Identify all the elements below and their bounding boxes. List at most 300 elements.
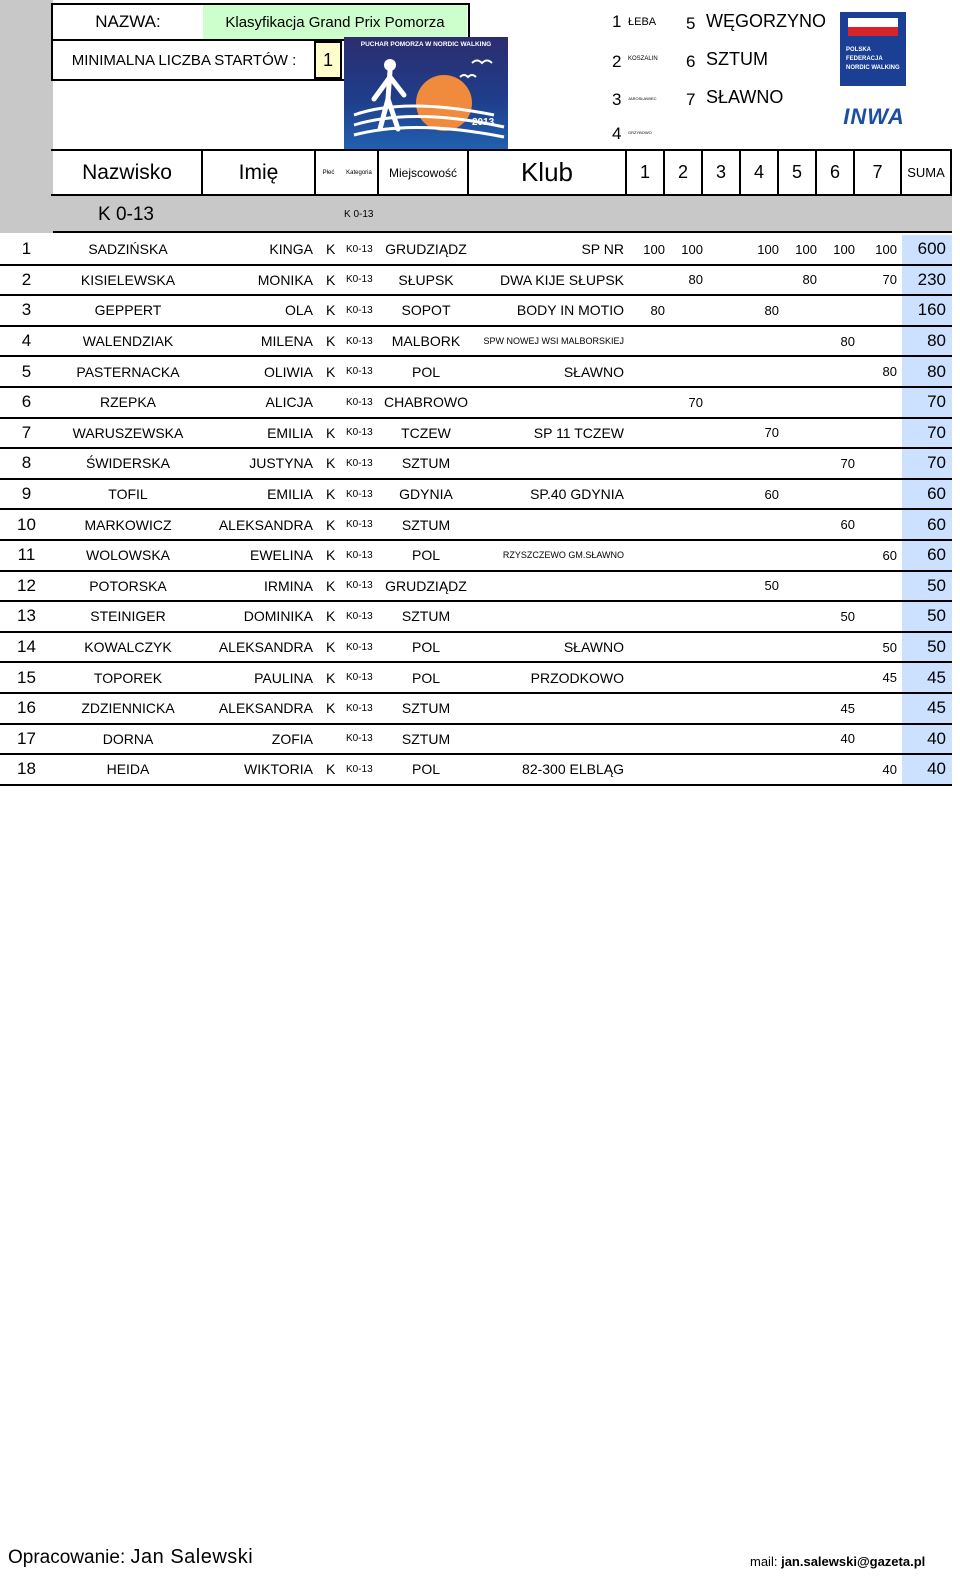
row-sex: K — [326, 577, 336, 594]
row-surname: KOWALCZYK — [84, 639, 172, 656]
row-position: 4 — [21, 331, 32, 351]
row-city: POL — [411, 669, 440, 686]
row-city: POL — [411, 363, 440, 380]
row-race-5-points: 100 — [795, 241, 817, 257]
col-header-race-7: 7 — [855, 151, 902, 194]
row-club — [474, 510, 624, 539]
table-row — [0, 572, 952, 603]
row-category: K0-13 — [346, 366, 373, 378]
row-race-5-points — [779, 663, 817, 692]
row-sum: 60 — [902, 541, 952, 570]
row-race-2-points — [665, 480, 703, 509]
row-sum: 50 — [902, 572, 952, 601]
row-race-1-points — [627, 480, 665, 509]
table-row — [0, 510, 952, 541]
row-race-3-points — [703, 357, 741, 386]
row-race-1-points — [627, 419, 665, 448]
row-race-5-points — [779, 388, 817, 417]
row-race-6-points: 40 — [840, 731, 855, 747]
row-position: 18 — [17, 759, 36, 779]
row-city: GDYNIA — [399, 486, 453, 503]
row-race-7-points: 80 — [882, 364, 897, 380]
row-position: 2 — [21, 269, 32, 289]
row-name: OLIWIA — [263, 363, 313, 380]
row-category: K0-13 — [346, 457, 373, 469]
row-name: EMILIA — [267, 424, 313, 441]
row-position: 12 — [17, 575, 36, 595]
row-race-4-points: 60 — [764, 486, 779, 502]
location-4-name: GRZYBOWO — [628, 130, 652, 135]
table-row — [0, 755, 952, 786]
row-position: 7 — [21, 422, 32, 442]
row-race-2-points — [665, 327, 703, 356]
row-race-1-points — [627, 572, 665, 601]
row-race-3-points — [703, 541, 741, 570]
row-race-5-points: 80 — [802, 272, 817, 288]
row-race-6-points — [817, 419, 855, 448]
row-name: MONIKA — [257, 271, 313, 288]
row-race-5-points — [779, 633, 817, 662]
row-race-7-points — [855, 725, 897, 754]
col-header-plec: Płeć — [322, 169, 335, 176]
row-city: SŁUPSK — [398, 271, 454, 288]
row-category: K0-13 — [346, 519, 373, 531]
row-club: RZYSZCZEWO GM.SŁAWNO — [502, 550, 624, 561]
row-race-3-points — [703, 572, 741, 601]
row-category: K0-13 — [346, 304, 373, 316]
row-city: GRUDZIĄDZ — [385, 241, 467, 258]
row-race-2-points — [665, 755, 703, 784]
row-category: K0-13 — [346, 610, 373, 622]
row-name: KINGA — [269, 241, 313, 258]
federation-logo-text: POLSKA FEDERACJA NORDIC WALKING — [846, 47, 900, 71]
row-surname: SADZIŃSKA — [88, 241, 168, 258]
row-club: 82-300 ELBLĄG — [522, 761, 624, 778]
row-sex: K — [326, 761, 336, 778]
row-sex: K — [326, 700, 336, 717]
row-race-7-points — [855, 296, 897, 325]
row-club: SŁAWNO — [563, 363, 624, 380]
row-race-7-points — [855, 419, 897, 448]
nazwa-label: NAZWA: — [95, 12, 161, 31]
row-category: K0-13 — [346, 274, 373, 286]
row-city: POL — [411, 547, 440, 564]
event-logo — [344, 37, 508, 149]
row-race-4-points: 50 — [764, 578, 779, 594]
row-surname: ZDZIENNICKA — [81, 700, 175, 717]
row-sum: 40 — [902, 725, 952, 754]
mail-value: jan.salewski@gazeta.pl — [781, 1554, 926, 1569]
row-surname: RZEPKA — [99, 394, 156, 411]
row-race-3-points — [703, 449, 741, 478]
row-club — [474, 388, 624, 417]
row-surname: MARKOWICZ — [84, 516, 172, 533]
row-city: SOPOT — [401, 302, 451, 319]
row-sum: 40 — [902, 755, 952, 784]
row-race-4-points — [741, 725, 779, 754]
row-city: TCZEW — [401, 424, 451, 441]
row-race-4-points — [741, 541, 779, 570]
row-race-6-points — [817, 663, 855, 692]
table-row — [0, 235, 952, 266]
row-position: 14 — [17, 637, 36, 657]
row-race-5-points — [779, 357, 817, 386]
row-sex: K — [326, 302, 336, 319]
table-row — [0, 357, 952, 388]
row-name: OLA — [284, 302, 313, 319]
row-race-6-points: 80 — [840, 333, 855, 349]
row-category: K0-13 — [346, 641, 373, 653]
col-header-imie: Imię — [203, 151, 316, 194]
row-race-2-points — [665, 419, 703, 448]
row-race-2-points — [665, 694, 703, 723]
row-race-7-points: 70 — [882, 272, 897, 288]
row-name: WIKTORIA — [244, 761, 313, 778]
location-2-num: 2 — [612, 52, 622, 71]
row-name: PAULINA — [254, 669, 313, 686]
row-race-7-points: 50 — [882, 639, 897, 655]
row-sex: K — [326, 547, 336, 564]
row-club: PRZODKOWO — [530, 669, 624, 686]
col-header-nazwisko: Nazwisko — [53, 151, 203, 194]
row-sum: 80 — [902, 327, 952, 356]
inwa-logo-text: INWA — [843, 104, 905, 129]
row-race-3-points — [703, 327, 741, 356]
row-race-3-points — [703, 296, 741, 325]
row-club — [474, 694, 624, 723]
row-race-1-points: 80 — [650, 302, 665, 318]
row-race-7-points — [855, 449, 897, 478]
row-name: ALICJA — [265, 394, 313, 411]
row-race-7-points — [855, 602, 897, 631]
row-race-1-points — [627, 633, 665, 662]
row-name: ZOFIA — [271, 730, 313, 747]
row-category: K0-13 — [346, 763, 373, 775]
row-category: K0-13 — [346, 672, 373, 684]
row-surname: WOLOWSKA — [85, 547, 170, 564]
row-race-5-points — [779, 419, 817, 448]
row-race-6-points — [817, 633, 855, 662]
row-surname: TOPOREK — [93, 669, 163, 686]
row-city: CHABROWO — [384, 394, 468, 411]
row-race-2-points: 70 — [688, 394, 703, 410]
row-sum: 60 — [902, 480, 952, 509]
col-header-miejscowosc: Miejscowość — [377, 151, 469, 194]
row-club — [474, 602, 624, 631]
row-surname: GEPPERT — [94, 302, 162, 319]
location-2-name: KOSZALIN — [628, 56, 658, 62]
col-header-klub: Klub — [469, 151, 627, 194]
row-category: K0-13 — [346, 549, 373, 561]
row-category: K0-13 — [346, 396, 373, 408]
row-city: POL — [411, 761, 440, 778]
row-position: 10 — [17, 514, 36, 534]
row-race-4-points: 80 — [764, 302, 779, 318]
row-city: SZTUM — [401, 730, 451, 747]
row-surname: PASTERNACKA — [76, 363, 180, 380]
row-race-7-points — [855, 327, 897, 356]
row-club: DWA KIJE SŁUPSK — [500, 271, 624, 288]
location-3-name: JAROSŁAWIEC — [628, 96, 657, 101]
table-row — [0, 327, 952, 358]
row-position: 9 — [21, 484, 32, 504]
location-4-num: 4 — [612, 124, 622, 143]
prepared-label: Opracowanie: — [8, 1547, 126, 1568]
col-header-race-6: 6 — [817, 151, 855, 194]
nazwa-value: Klasyfikacja Grand Prix Pomorza — [203, 5, 467, 39]
header-left-gray — [0, 151, 53, 233]
row-race-1-points — [627, 357, 665, 386]
row-city: SZTUM — [401, 700, 451, 717]
table-row — [0, 541, 952, 572]
row-race-7-points: 60 — [882, 547, 897, 563]
row-surname: ŚWIDERSKA — [85, 455, 170, 472]
walker-icon — [344, 37, 508, 149]
col-header-race-5: 5 — [779, 151, 817, 194]
footer-mail — [750, 1554, 925, 1569]
row-position: 13 — [17, 606, 36, 626]
location-7-name: SŁAWNO — [706, 87, 784, 107]
row-category: K0-13 — [346, 488, 373, 500]
row-sum: 70 — [902, 388, 952, 417]
table-row — [0, 633, 952, 664]
row-position: 5 — [21, 361, 32, 381]
row-position: 3 — [21, 300, 32, 320]
row-sex: K — [326, 424, 336, 441]
row-sex: K — [326, 363, 336, 380]
row-race-3-points — [703, 510, 741, 539]
row-sex: K — [326, 271, 336, 288]
row-club: SŁAWNO — [563, 639, 624, 656]
row-race-3-points — [703, 694, 741, 723]
row-race-4-points — [741, 663, 779, 692]
row-race-7-points — [855, 388, 897, 417]
location-5-name: WĘGORZYNO — [706, 11, 826, 31]
row-category: K0-13 — [346, 702, 373, 714]
row-race-6-points — [817, 266, 855, 295]
row-sum: 50 — [902, 633, 952, 662]
row-race-5-points — [779, 510, 817, 539]
row-category: K0-13 — [346, 427, 373, 439]
table-row — [0, 663, 952, 694]
row-name: ALEKSANDRA — [218, 639, 313, 656]
row-surname: WALENDZIAK — [82, 333, 174, 350]
row-name: ALEKSANDRA — [218, 700, 313, 717]
row-name: EWELINA — [249, 547, 313, 564]
row-name: DOMINIKA — [243, 608, 313, 625]
row-club: SP 11 TCZEW — [533, 424, 624, 441]
table-row — [0, 388, 952, 419]
event-logo-text: PUCHAR POMORZA W NORDIC WALKING — [360, 41, 492, 48]
footer-prepared — [8, 1546, 253, 1569]
row-race-3-points — [703, 633, 741, 662]
row-sex: K — [326, 486, 336, 503]
row-sex: K — [326, 333, 336, 350]
row-name: ALEKSANDRA — [218, 516, 313, 533]
row-race-4-points — [741, 633, 779, 662]
row-surname: HEIDA — [106, 761, 150, 778]
row-position: 6 — [21, 392, 32, 412]
row-race-3-points — [703, 663, 741, 692]
row-position: 17 — [17, 728, 36, 748]
row-race-5-points — [779, 725, 817, 754]
row-race-1-points — [627, 541, 665, 570]
row-surname: TOFIL — [108, 486, 148, 503]
location-3-num: 3 — [612, 90, 622, 109]
col-header-race-1: 1 — [627, 151, 665, 194]
row-race-4-points: 100 — [757, 241, 779, 257]
row-race-7-points — [855, 694, 897, 723]
row-sex: K — [326, 669, 336, 686]
row-club: BODY IN MOTIO — [516, 302, 624, 319]
row-race-6-points — [817, 755, 855, 784]
row-race-1-points — [627, 694, 665, 723]
row-club: SP NR — [581, 241, 624, 258]
row-race-2-points — [665, 541, 703, 570]
row-race-7-points — [855, 572, 897, 601]
prepared-name: Jan Salewski — [130, 1546, 254, 1568]
row-category: K0-13 — [346, 580, 373, 592]
row-race-3-points — [703, 419, 741, 448]
row-race-6-points: 60 — [840, 517, 855, 533]
row-race-6-points: 45 — [840, 700, 855, 716]
row-city: SZTUM — [401, 516, 451, 533]
row-race-5-points — [779, 694, 817, 723]
row-race-4-points — [741, 327, 779, 356]
table-row — [0, 602, 952, 633]
row-race-1-points — [627, 725, 665, 754]
location-7-num: 7 — [686, 90, 696, 109]
row-sex: K — [326, 241, 336, 258]
row-sex — [326, 388, 342, 417]
row-sum: 230 — [902, 266, 952, 295]
row-race-5-points — [779, 755, 817, 784]
row-club: SPW NOWEJ WSI MALBORSKIEJ — [483, 336, 624, 347]
row-race-3-points — [703, 480, 741, 509]
row-sum: 600 — [902, 235, 952, 264]
row-race-4-points — [741, 694, 779, 723]
row-name: EMILIA — [267, 486, 313, 503]
row-position: 1 — [21, 239, 32, 259]
row-sex: K — [326, 516, 336, 533]
row-surname: WARUSZEWSKA — [72, 424, 184, 441]
row-sex: K — [326, 639, 336, 656]
row-sum: 160 — [902, 296, 952, 325]
location-1-name: ŁEBA — [628, 16, 657, 28]
row-race-2-points — [665, 449, 703, 478]
row-race-7-points: 40 — [882, 761, 897, 777]
inwa-logo — [834, 96, 914, 138]
row-category: K0-13 — [346, 243, 373, 255]
table-row — [0, 725, 952, 756]
row-race-5-points — [779, 572, 817, 601]
row-race-1-points — [627, 266, 665, 295]
row-sex: K — [326, 608, 336, 625]
row-sum: 70 — [902, 449, 952, 478]
col-header-race-3: 3 — [703, 151, 741, 194]
mail-label: mail: — [750, 1554, 778, 1569]
row-race-5-points — [779, 296, 817, 325]
row-city: MALBORK — [391, 333, 461, 350]
row-sum: 80 — [902, 357, 952, 386]
row-race-1-points — [627, 327, 665, 356]
row-surname: DORNA — [102, 730, 154, 747]
row-race-4-points — [741, 388, 779, 417]
row-race-2-points — [665, 510, 703, 539]
row-race-7-points — [855, 510, 897, 539]
table-row — [0, 296, 952, 327]
row-race-7-points — [855, 480, 897, 509]
col-header-kategoria: Kategoria — [346, 169, 372, 176]
row-race-6-points — [817, 572, 855, 601]
col-header-suma: SUMA — [902, 149, 952, 196]
row-race-3-points — [703, 266, 741, 295]
row-race-6-points: 100 — [833, 241, 855, 257]
row-race-6-points: 70 — [840, 455, 855, 471]
row-sum: 45 — [902, 694, 952, 723]
row-city: POL — [411, 639, 440, 656]
row-position: 15 — [17, 667, 36, 687]
row-club — [474, 449, 624, 478]
row-sum: 60 — [902, 510, 952, 539]
row-category: K0-13 — [346, 733, 373, 745]
row-race-2-points — [665, 296, 703, 325]
row-race-6-points — [817, 296, 855, 325]
row-race-3-points — [703, 755, 741, 784]
row-sex: K — [326, 455, 336, 472]
event-logo-year: 2013 — [472, 117, 495, 128]
min-starts-label: MINIMALNA LICZBA STARTÓW : — [71, 51, 297, 69]
row-club: SP.40 GDYNIA — [530, 486, 624, 503]
row-sum: 45 — [902, 663, 952, 692]
row-race-2-points — [665, 663, 703, 692]
row-race-2-points — [665, 725, 703, 754]
row-city: SZTUM — [401, 455, 451, 472]
row-club — [474, 725, 624, 754]
row-race-6-points — [817, 388, 855, 417]
row-race-1-points: 100 — [643, 241, 665, 257]
row-race-4-points — [741, 266, 779, 295]
sun-shape — [416, 75, 472, 131]
row-name: JUSTYNA — [249, 455, 313, 472]
category-title: K 0-13 — [98, 203, 154, 225]
row-surname: STEINIGER — [90, 608, 166, 625]
col-header-race-2: 2 — [665, 151, 703, 194]
row-race-7-points: 45 — [882, 670, 897, 686]
row-race-5-points — [779, 449, 817, 478]
row-sum: 50 — [902, 602, 952, 631]
row-surname: POTORSKA — [89, 577, 167, 594]
row-race-7-points: 100 — [875, 241, 897, 257]
table-row — [0, 449, 952, 480]
row-category: K0-13 — [346, 335, 373, 347]
row-race-5-points — [779, 480, 817, 509]
row-race-2-points — [665, 357, 703, 386]
row-race-1-points — [627, 388, 665, 417]
table-row — [0, 266, 952, 297]
row-race-1-points — [627, 449, 665, 478]
row-race-4-points — [741, 510, 779, 539]
row-sex — [326, 725, 342, 754]
min-starts-value: 1 — [314, 41, 342, 79]
row-race-4-points — [741, 357, 779, 386]
row-race-2-points: 80 — [688, 272, 703, 288]
row-race-4-points: 70 — [764, 425, 779, 441]
location-6-name: SZTUM — [706, 49, 768, 69]
row-name: IRMINA — [264, 577, 313, 594]
row-race-3-points — [703, 388, 741, 417]
row-surname: KISIELEWSKA — [80, 271, 176, 288]
